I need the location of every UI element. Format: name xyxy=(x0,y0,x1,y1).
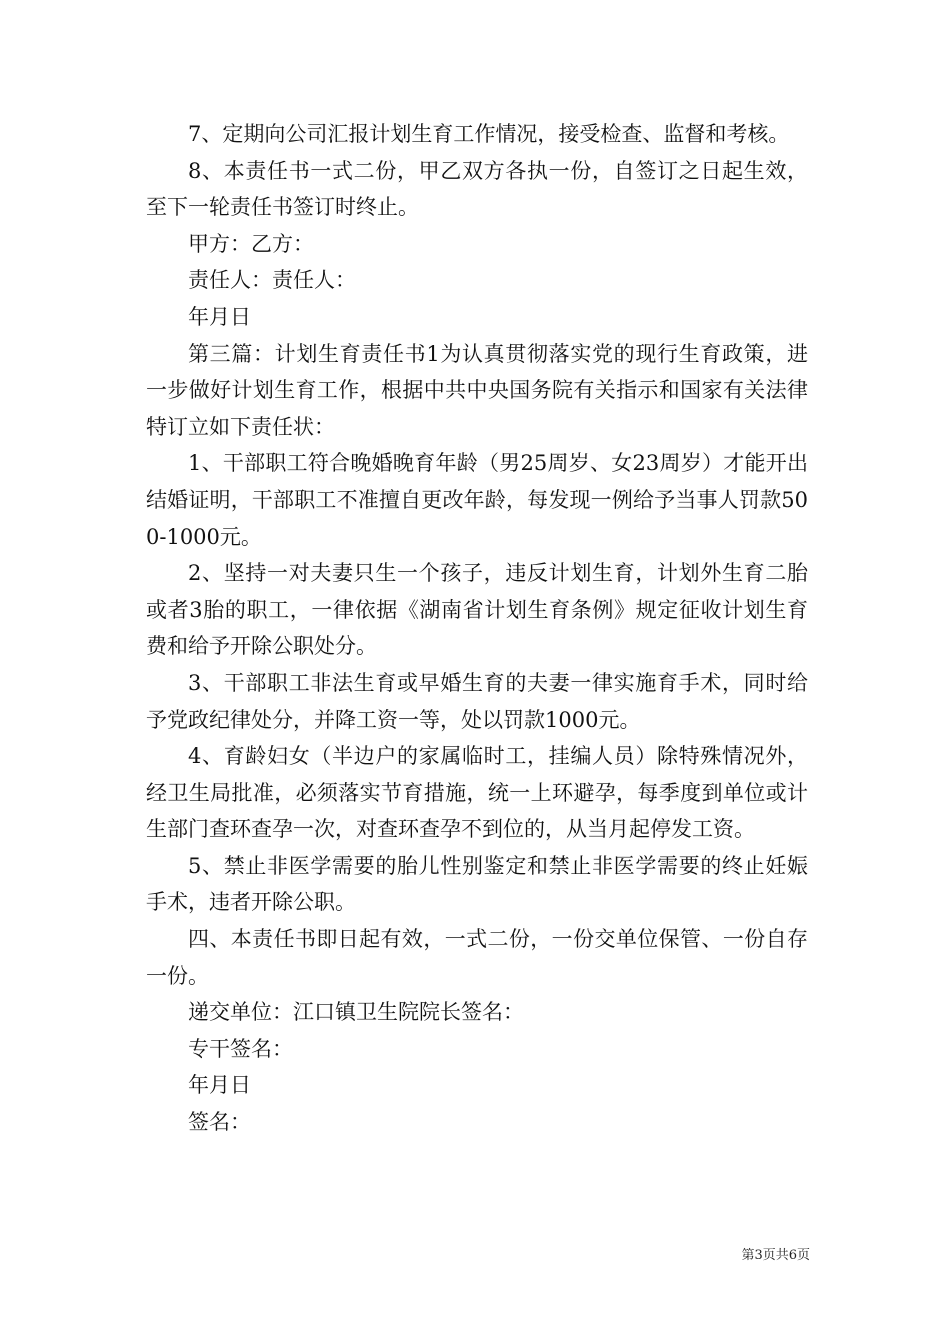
clause-3: 3、干部职工非法生育或早婚生育的夫妻一律实施育手术，同时给予党政纪律处分，并降工资一等，处以罚款1000元。 xyxy=(146,670,808,732)
signature-line: 签名： xyxy=(188,1110,251,1135)
clause-5: 5、禁止非医学需要的胎儿性别鉴定和禁止非医学需要的终止妊娠手术，违者开除公职。 xyxy=(146,853,808,915)
signature-party-line: 甲方：乙方： xyxy=(188,231,314,256)
page-number-footer: 第3页共6页 xyxy=(741,1248,810,1263)
paragraph-item-8: 8、本责任书一式二份，甲乙双方各执一份，自签订之日起生效，至下一轮责任书签订时终止。 xyxy=(146,158,808,220)
submitting-unit-line: 递交单位：江口镇卫生院院长签名： xyxy=(188,1000,524,1025)
section-three-intro: 第三篇：计划生育责任书1为认真贯彻落实党的现行生育政策，进一步做好计划生育工作，根据中共中央国务院有关指示和国家有关法律特订立如下责任状： xyxy=(146,341,808,439)
clause-4: 4、育龄妇女（半边户的家属临时工，挂编人员）除特殊情况外，经卫生局批准，必须落实节育措施，统一上环避孕，每季度到单位或计生部门查环查孕一次，对查环查孕不到位的，从当月起停发工资。 xyxy=(146,744,808,842)
staff-signature-line: 专干签名： xyxy=(188,1036,293,1061)
clause-1: 1、干部职工符合晚婚晚育年龄（男25周岁、女23周岁）才能开出结婚证明，干部职工不准擅自更改年龄，每发现一例给予当事人罚款500-1000元。 xyxy=(146,451,808,549)
signature-responsible-line: 责任人：责任人： xyxy=(188,268,356,293)
document-body xyxy=(146,116,808,1141)
paragraph-item-7: 7、定期向公司汇报计划生育工作情况，接受检查、监督和考核。 xyxy=(188,122,790,146)
clause-four-validity: 四、本责任书即日起有效，一式二份，一份交单位保管、一份自存一份。 xyxy=(146,927,808,988)
date-line: 年月日 xyxy=(188,304,251,329)
clause-2: 2、坚持一对夫妻只生一个孩子，违反计划生育，计划外生育二胎或者3胎的职工，一律依据《湖南省计划生育条例》规定征收计划生育费和给予开除公职处分。 xyxy=(146,561,808,659)
date-line-2: 年月日 xyxy=(188,1073,251,1098)
